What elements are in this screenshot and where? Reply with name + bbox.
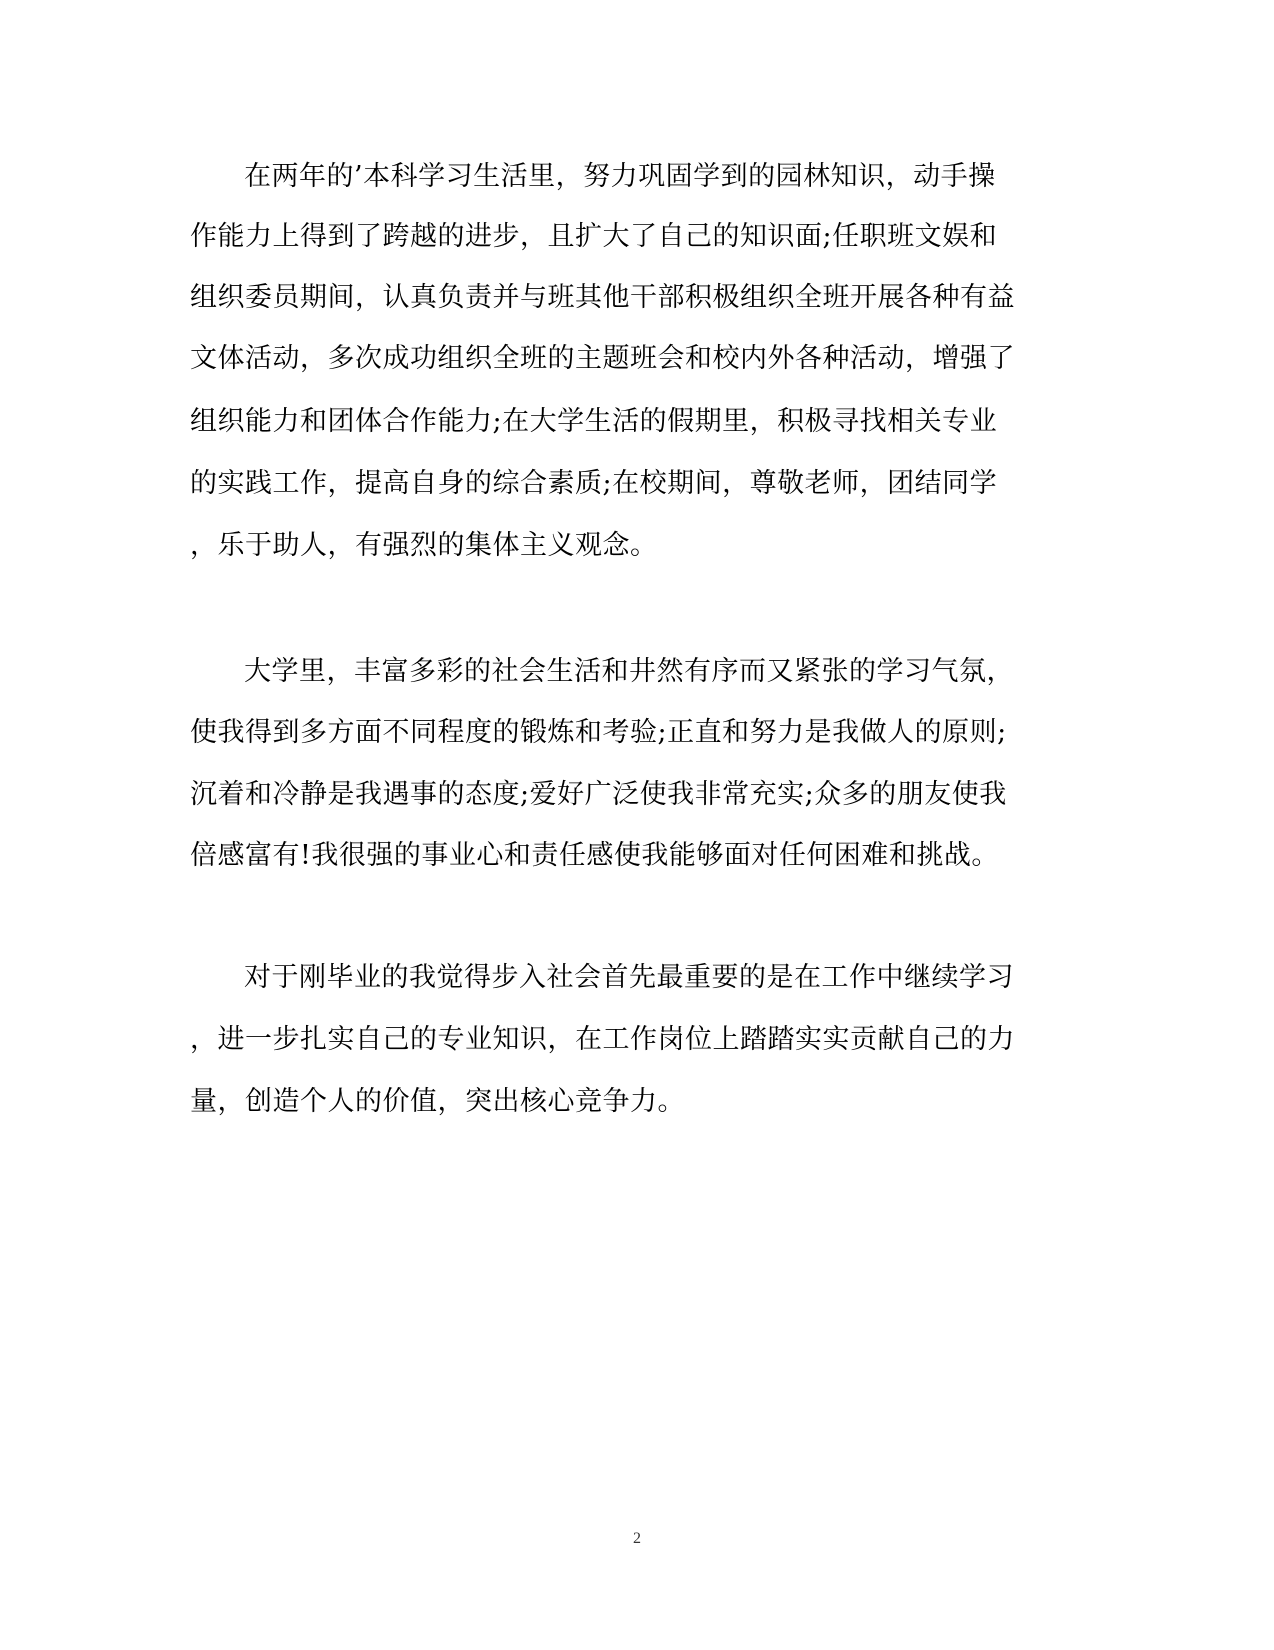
- paragraph-3-line-1: 对于刚毕业的我觉得步入社会首先最重要的是在工作中继续学习: [244, 962, 1014, 993]
- paragraph-2-line-1: 大学里，丰富多彩的社会生活和井然有序而又紧张的学习气氛，: [244, 656, 1014, 687]
- paragraph-1-line-1: 在两年的’本科学习生活里，努力巩固学到的园林知识，动手操: [244, 161, 996, 192]
- paragraph-1-line-5: 组织能力和团体合作能力;在大学生活的假期里，积极寻找相关专业: [190, 406, 998, 437]
- paragraph-2-line-4: 倍感富有!我很强的事业心和责任感使我能够面对任何困难和挑战。: [190, 840, 999, 871]
- paragraph-3-line-2: ，进一步扎实自己的专业知识，在工作岗位上踏踏实实贡献自己的力: [190, 1024, 1015, 1055]
- paragraph-1-line-4: 文体活动，多次成功组织全班的主题班会和校内外各种活动，增强了: [190, 343, 1015, 374]
- paragraph-1-line-6: 的实践工作，提高自身的综合素质;在校期间，尊敬老师，团结同学: [190, 468, 998, 499]
- page-number: 2: [633, 1530, 641, 1547]
- paragraph-3-line-3: 量，创造个人的价值，突出核心竞争力。: [190, 1086, 685, 1117]
- paragraph-1-line-2: 作能力上得到了跨越的进步，且扩大了自己的知识面;任职班文娱和: [190, 221, 998, 252]
- paragraph-2-line-3: 沉着和冷静是我遇事的态度;爱好广泛使我非常充实;众多的朋友使我: [190, 779, 1007, 810]
- paragraph-1-line-3: 组织委员期间，认真负责并与班其他干部积极组织全班开展各种有益: [190, 282, 1015, 313]
- paragraph-2-line-2: 使我得到多方面不同程度的锻炼和考验;正直和努力是我做人的原则;: [190, 717, 1007, 748]
- paragraph-1-line-7: ，乐于助人，有强烈的集体主义观念。: [190, 530, 658, 561]
